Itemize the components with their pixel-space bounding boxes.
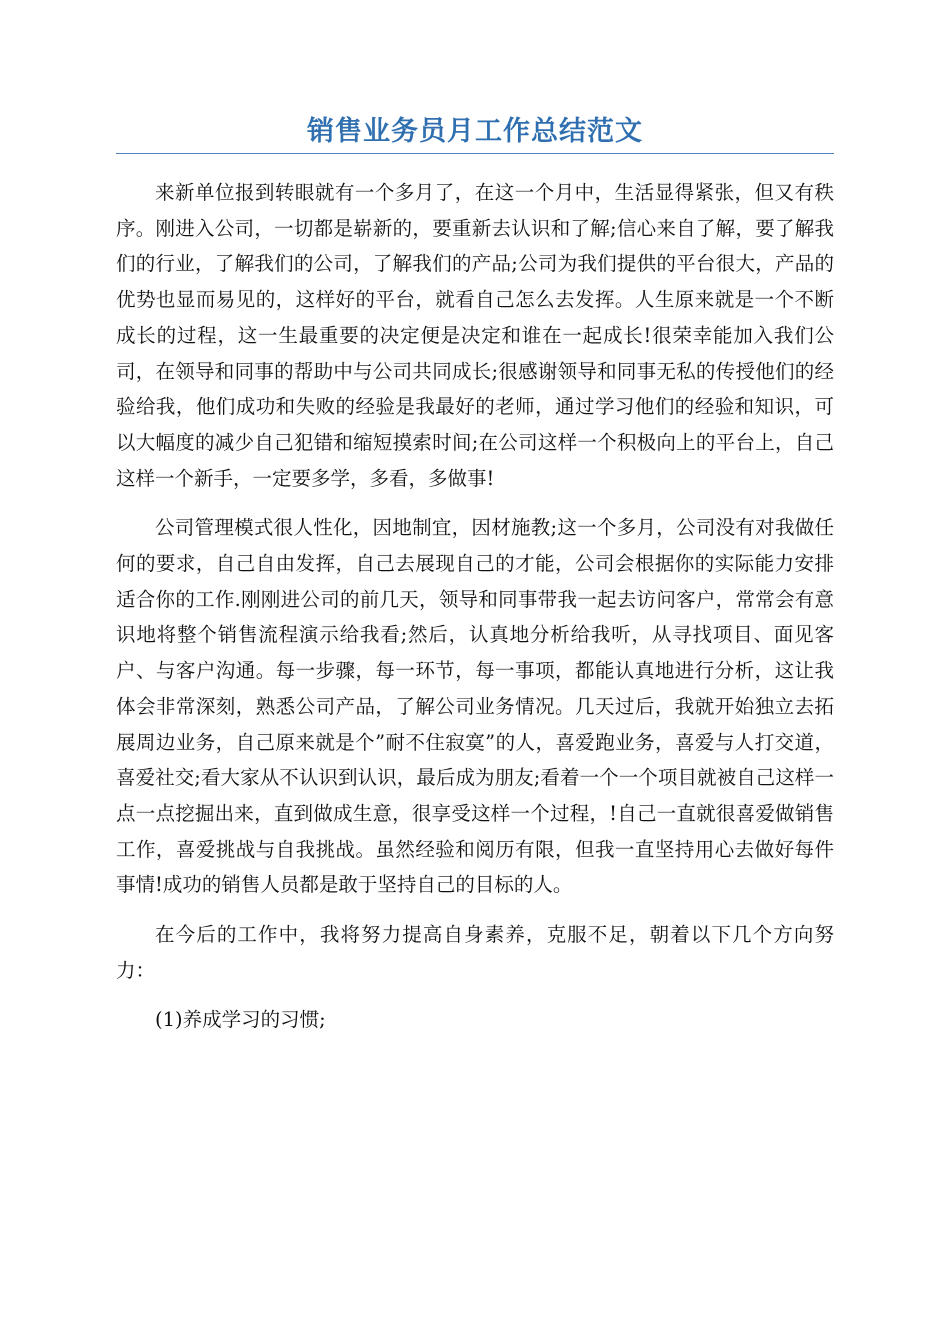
paragraph-3: 在今后的工作中，我将努力提高自身素养，克服不足，朝着以下几个方向努力： [116,923,834,982]
title-block [116,112,834,156]
paragraph-2: 公司管理模式很人性化，因地制宜，因材施教;这一个多月，公司没有对我做任何的要求，自己自由发挥，自己去展现自己的才能，公司会根据你的实际能力安排适合你的工作.刚刚进公司的前几天，领导和同事带我一起去访问客户，常常会有意识地将整个销售流程演示给我看;然后，认真地分析给我听，从寻找项目、面见客户、与客户沟通。每一步骤，每一环节，每一事项，都能认真地进行分析，这让我体会非常深刻，熟悉公司产品，了解公司业务情况。几天过后，我就开始独立去拓展周边业务，自己原来就是个”耐不住寂寞”的人，喜爱跑业务，喜爱与人打交道，喜爱社交;看大家从不认识到认识，最后成为朋友;看着一个一个项目就被自己这样一点一点挖掘出来，直到做成生意，很享受这样一个过程，!自己一直就很喜爱做销售工作，喜爱挑战与自我挑战。虽然经验和阅历有限，但我一直坚持用心去做好每件事情!成功的销售人员都是敢于坚持自己的目标的人。 [116,516,834,897]
list-item-1: (1)养成学习的习惯; [155,1008,326,1032]
document-title: 销售业务员月工作总结范文 [307,116,643,147]
document-body [116,175,834,1052]
title-underline [116,153,834,154]
paragraph-1: 来新单位报到转眼就有一个多月了，在这一个月中，生活显得紧张，但又有秩序。刚进入公司，一切都是崭新的，要重新去认识和了解;信心来自了解，要了解我们的行业，了解我们的公司，了解我们的产品;公司为我们提供的平台很大，产品的优势也显而易见的，这样好的平台，就看自己怎么去发挥。人生原来就是一个不断成长的过程，这一生最重要的决定便是决定和谁在一起成长!很荣幸能加入我们公司，在领导和同事的帮助中与公司共同成长;很感谢领导和同事无私的传授他们的经验给我，他们成功和失败的经验是我最好的老师，通过学习他们的经验和知识，可以大幅度的减少自己犯错和缩短摸索时间;在公司这样一个积极向上的平台上，自己这样一个新手，一定要多学，多看，多做事! [116,181,834,490]
